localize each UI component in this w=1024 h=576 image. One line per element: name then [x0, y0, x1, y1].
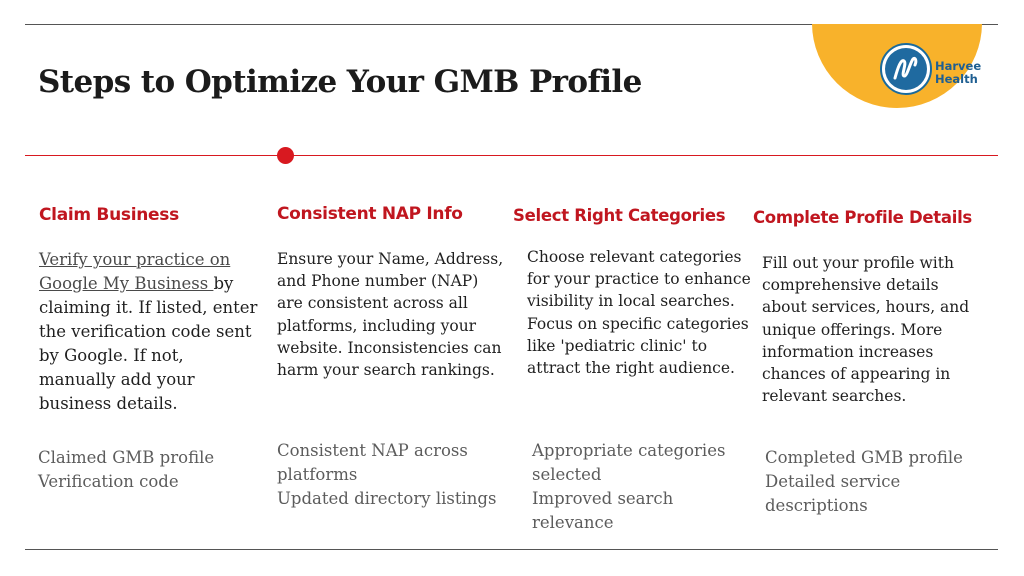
timeline-marker — [277, 147, 294, 164]
outcome-item: Verification code — [38, 472, 179, 491]
step-heading-claim-business: Claim Business — [39, 205, 179, 225]
bottom-divider — [25, 549, 998, 550]
timeline-line — [25, 155, 998, 156]
outcome-item: Updated directory listings — [277, 489, 497, 508]
step-heading-complete-profile: Complete Profile Details — [753, 208, 972, 227]
step-outcomes-select-categories — [532, 439, 752, 535]
harvee-health-logo-icon — [880, 43, 932, 95]
logo-line-2: Health — [935, 72, 978, 86]
step-outcomes-consistent-nap — [277, 439, 497, 511]
outcome-item: Completed GMB profile — [765, 448, 963, 467]
outcome-item: Improved search relevance — [532, 489, 674, 532]
logo-wordmark — [935, 60, 981, 86]
step-description-select-categories: Choose relevant categories for your practice to enhance visibility in local searches. Focus on specific categories like 'pediatric clinic' to attract the right audience. — [527, 248, 751, 378]
outcome-item: Detailed service descriptions — [765, 472, 901, 515]
google-my-business-link[interactable]: Verify your practice on Google My Business — [39, 250, 231, 293]
page-title: Steps to Optimize Your GMB Profile — [38, 64, 642, 100]
step-description-consistent-nap: Ensure your Name, Address, and Phone number (NAP) are consistent across all platforms, including your website. Inconsistencies can harm your search rankings. — [277, 250, 504, 380]
step-outcomes-complete-profile — [765, 446, 985, 518]
step-description-complete-profile: Fill out your profile with comprehensive details about services, hours, and unique offerings. More information increases chances of appearing in relevant searches. — [762, 254, 970, 406]
outcome-item: Claimed GMB profile — [38, 448, 215, 467]
outcome-item: Consistent NAP across platforms — [277, 441, 468, 484]
step-heading-consistent-nap: Consistent NAP Info — [277, 204, 463, 224]
step-outcomes-claim-business — [38, 446, 214, 494]
outcome-item: Appropriate categories selected — [532, 441, 726, 484]
logo-line-1: Harvee — [935, 59, 982, 73]
step-heading-select-categories: Select Right Categories — [513, 206, 726, 225]
step-description-claim-business: Verify your practice on Google My Business by claiming it. If listed, enter the verification code sent by Google. If not, manually add your business details. — [39, 250, 258, 413]
